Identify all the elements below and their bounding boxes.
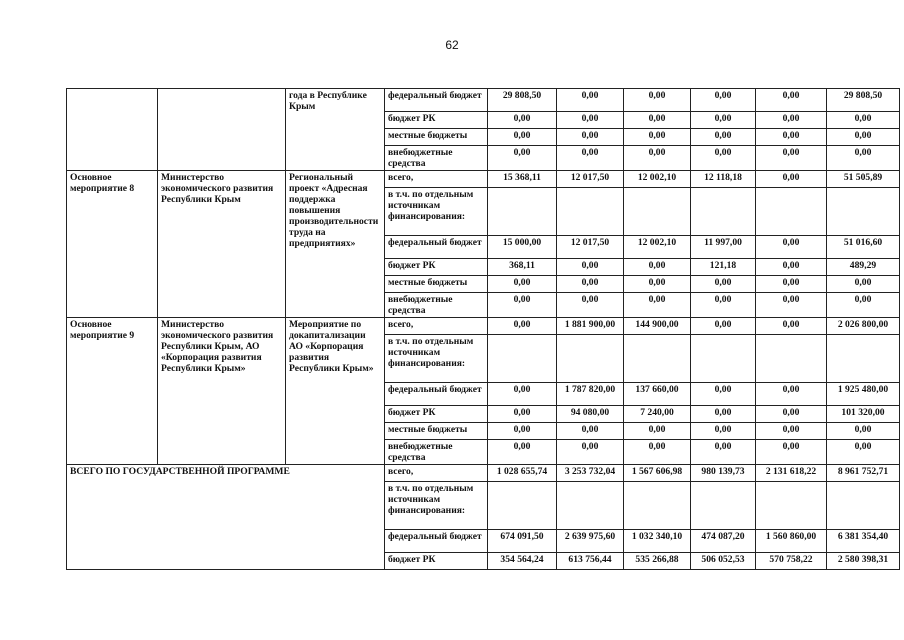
amount-cell bbox=[557, 188, 624, 236]
amount-cell: 51 505,89 bbox=[827, 171, 900, 188]
funding-source: федеральный бюджет bbox=[385, 530, 488, 553]
amount-cell bbox=[624, 188, 691, 236]
amount-cell: 0,00 bbox=[557, 293, 624, 318]
amount-cell: 0,00 bbox=[557, 440, 624, 465]
amount-cell: 0,00 bbox=[488, 129, 557, 146]
amount-cell: 144 900,00 bbox=[624, 318, 691, 335]
amount-cell: 0,00 bbox=[624, 293, 691, 318]
amount-cell bbox=[691, 188, 756, 236]
amount-cell bbox=[691, 335, 756, 383]
amount-cell: 0,00 bbox=[756, 440, 827, 465]
amount-cell: 0,00 bbox=[827, 423, 900, 440]
amount-cell: 0,00 bbox=[756, 276, 827, 293]
amount-cell bbox=[827, 188, 900, 236]
amount-cell: 570 758,22 bbox=[756, 553, 827, 570]
amount-cell: 0,00 bbox=[691, 406, 756, 423]
amount-cell: 1 567 606,98 bbox=[624, 465, 691, 482]
funding-source: местные бюджеты bbox=[385, 129, 488, 146]
amount-cell: 94 080,00 bbox=[557, 406, 624, 423]
amount-cell: 0,00 bbox=[488, 112, 557, 129]
amount-cell: 354 564,24 bbox=[488, 553, 557, 570]
budget-table bbox=[66, 88, 900, 570]
funding-source: внебюджетные средства bbox=[385, 146, 488, 171]
amount-cell bbox=[691, 482, 756, 530]
funding-source: всего, bbox=[385, 465, 488, 482]
amount-cell: 0,00 bbox=[488, 383, 557, 406]
funding-source: внебюджетные средства bbox=[385, 293, 488, 318]
amount-cell: 0,00 bbox=[756, 112, 827, 129]
funding-source: всего, bbox=[385, 171, 488, 188]
amount-cell: 0,00 bbox=[756, 318, 827, 335]
amount-cell: 0,00 bbox=[488, 423, 557, 440]
amount-cell bbox=[756, 188, 827, 236]
funding-source: бюджет РК bbox=[385, 259, 488, 276]
funding-source: в т.ч. по отдельным источникам финансирования: bbox=[385, 188, 488, 236]
amount-cell: 51 016,60 bbox=[827, 236, 900, 259]
amount-cell bbox=[488, 335, 557, 383]
amount-cell: 0,00 bbox=[827, 440, 900, 465]
amount-cell: 489,29 bbox=[827, 259, 900, 276]
table-body bbox=[67, 89, 900, 570]
activity-title: Региональный проект «Адресная поддержка повышения производительности труда на предприятиях» bbox=[286, 171, 385, 318]
amount-cell: 0,00 bbox=[756, 423, 827, 440]
amount-cell: 1 925 480,00 bbox=[827, 383, 900, 406]
amount-cell: 368,11 bbox=[488, 259, 557, 276]
amount-cell: 0,00 bbox=[827, 276, 900, 293]
funding-source: федеральный бюджет bbox=[385, 383, 488, 406]
funding-source: федеральный бюджет bbox=[385, 89, 488, 112]
amount-cell: 0,00 bbox=[691, 112, 756, 129]
responsible-executor: Министерство экономического развития Республики Крым, АО «Корпорация развития Республики Крым» bbox=[158, 318, 286, 465]
amount-cell: 0,00 bbox=[756, 89, 827, 112]
amount-cell: 0,00 bbox=[624, 112, 691, 129]
amount-cell bbox=[557, 482, 624, 530]
funding-source: внебюджетные средства bbox=[385, 440, 488, 465]
amount-cell: 0,00 bbox=[557, 259, 624, 276]
amount-cell: 0,00 bbox=[691, 129, 756, 146]
amount-cell: 0,00 bbox=[488, 406, 557, 423]
amount-cell: 6 381 354,40 bbox=[827, 530, 900, 553]
funding-source: местные бюджеты bbox=[385, 423, 488, 440]
amount-cell: 2 026 800,00 bbox=[827, 318, 900, 335]
amount-cell: 29 808,50 bbox=[827, 89, 900, 112]
amount-cell bbox=[756, 482, 827, 530]
responsible-executor: Министерство экономического развития Республики Крым bbox=[158, 171, 286, 318]
amount-cell: 0,00 bbox=[756, 259, 827, 276]
amount-cell: 0,00 bbox=[691, 318, 756, 335]
amount-cell: 0,00 bbox=[756, 406, 827, 423]
amount-cell: 0,00 bbox=[756, 236, 827, 259]
amount-cell: 0,00 bbox=[557, 129, 624, 146]
amount-cell: 121,18 bbox=[691, 259, 756, 276]
responsible-executor bbox=[158, 89, 286, 171]
amount-cell: 3 253 732,04 bbox=[557, 465, 624, 482]
amount-cell: 2 639 975,60 bbox=[557, 530, 624, 553]
amount-cell: 0,00 bbox=[557, 112, 624, 129]
amount-cell: 12 118,18 bbox=[691, 171, 756, 188]
funding-source: в т.ч. по отдельным источникам финансирования: bbox=[385, 482, 488, 530]
amount-cell: 8 961 752,71 bbox=[827, 465, 900, 482]
amount-cell: 613 756,44 bbox=[557, 553, 624, 570]
funding-source: федеральный бюджет bbox=[385, 236, 488, 259]
amount-cell bbox=[827, 482, 900, 530]
amount-cell: 0,00 bbox=[827, 112, 900, 129]
amount-cell bbox=[624, 482, 691, 530]
amount-cell: 137 660,00 bbox=[624, 383, 691, 406]
amount-cell: 0,00 bbox=[756, 293, 827, 318]
amount-cell: 0,00 bbox=[691, 440, 756, 465]
amount-cell: 0,00 bbox=[557, 276, 624, 293]
amount-cell: 0,00 bbox=[827, 146, 900, 171]
amount-cell: 0,00 bbox=[488, 276, 557, 293]
amount-cell: 0,00 bbox=[624, 146, 691, 171]
amount-cell: 2 580 398,31 bbox=[827, 553, 900, 570]
table-row bbox=[67, 171, 900, 188]
amount-cell: 0,00 bbox=[691, 293, 756, 318]
amount-cell: 506 052,53 bbox=[691, 553, 756, 570]
amount-cell: 0,00 bbox=[557, 146, 624, 171]
amount-cell: 11 997,00 bbox=[691, 236, 756, 259]
page-number: 62 bbox=[445, 38, 459, 52]
amount-cell: 1 787 820,00 bbox=[557, 383, 624, 406]
amount-cell: 1 560 860,00 bbox=[756, 530, 827, 553]
amount-cell: 674 091,50 bbox=[488, 530, 557, 553]
amount-cell: 29 808,50 bbox=[488, 89, 557, 112]
amount-cell: 0,00 bbox=[488, 440, 557, 465]
amount-cell bbox=[756, 335, 827, 383]
funding-source: бюджет РК bbox=[385, 553, 488, 570]
funding-source: бюджет РК bbox=[385, 112, 488, 129]
amount-cell bbox=[827, 335, 900, 383]
amount-cell: 0,00 bbox=[624, 89, 691, 112]
amount-cell: 1 028 655,74 bbox=[488, 465, 557, 482]
amount-cell: 0,00 bbox=[691, 383, 756, 406]
amount-cell bbox=[557, 335, 624, 383]
amount-cell: 0,00 bbox=[624, 259, 691, 276]
amount-cell: 0,00 bbox=[624, 276, 691, 293]
program-total-label: ВСЕГО ПО ГОСУДАРСТВЕННОЙ ПРОГРАММЕ bbox=[67, 465, 385, 570]
amount-cell: 0,00 bbox=[756, 129, 827, 146]
amount-cell: 2 131 618,22 bbox=[756, 465, 827, 482]
amount-cell: 0,00 bbox=[691, 146, 756, 171]
amount-cell bbox=[488, 188, 557, 236]
amount-cell: 0,00 bbox=[827, 293, 900, 318]
funding-source: в т.ч. по отдельным источникам финансирования: bbox=[385, 335, 488, 383]
table-row bbox=[67, 465, 900, 482]
table-row bbox=[67, 318, 900, 335]
activity-title: Мероприятие по докапитализации АО «Корпорация развития Республики Крым» bbox=[286, 318, 385, 465]
amount-cell: 0,00 bbox=[691, 423, 756, 440]
funding-source: местные бюджеты bbox=[385, 276, 488, 293]
activity-name: Основное мероприятие 8 bbox=[67, 171, 158, 318]
amount-cell: 0,00 bbox=[756, 146, 827, 171]
amount-cell: 12 017,50 bbox=[557, 171, 624, 188]
amount-cell: 0,00 bbox=[624, 440, 691, 465]
amount-cell: 535 266,88 bbox=[624, 553, 691, 570]
amount-cell: 474 087,20 bbox=[691, 530, 756, 553]
amount-cell: 101 320,00 bbox=[827, 406, 900, 423]
amount-cell: 0,00 bbox=[756, 171, 827, 188]
amount-cell: 0,00 bbox=[624, 423, 691, 440]
table-row bbox=[67, 89, 900, 112]
amount-cell bbox=[488, 482, 557, 530]
amount-cell: 0,00 bbox=[488, 318, 557, 335]
funding-source: бюджет РК bbox=[385, 406, 488, 423]
amount-cell: 0,00 bbox=[557, 89, 624, 112]
amount-cell: 12 002,10 bbox=[624, 236, 691, 259]
amount-cell: 15 000,00 bbox=[488, 236, 557, 259]
amount-cell: 0,00 bbox=[756, 383, 827, 406]
amount-cell: 0,00 bbox=[691, 89, 756, 112]
amount-cell: 12 002,10 bbox=[624, 171, 691, 188]
amount-cell: 7 240,00 bbox=[624, 406, 691, 423]
amount-cell: 0,00 bbox=[827, 129, 900, 146]
amount-cell: 15 368,11 bbox=[488, 171, 557, 188]
amount-cell: 12 017,50 bbox=[557, 236, 624, 259]
amount-cell: 0,00 bbox=[488, 146, 557, 171]
amount-cell: 0,00 bbox=[557, 423, 624, 440]
activity-name bbox=[67, 89, 158, 171]
amount-cell bbox=[624, 335, 691, 383]
amount-cell: 0,00 bbox=[624, 129, 691, 146]
amount-cell: 980 139,73 bbox=[691, 465, 756, 482]
amount-cell: 1 881 900,00 bbox=[557, 318, 624, 335]
amount-cell: 0,00 bbox=[691, 276, 756, 293]
activity-name: Основное мероприятие 9 bbox=[67, 318, 158, 465]
amount-cell: 0,00 bbox=[488, 293, 557, 318]
funding-source: всего, bbox=[385, 318, 488, 335]
amount-cell: 1 032 340,10 bbox=[624, 530, 691, 553]
activity-title: года в Республике Крым bbox=[286, 89, 385, 171]
